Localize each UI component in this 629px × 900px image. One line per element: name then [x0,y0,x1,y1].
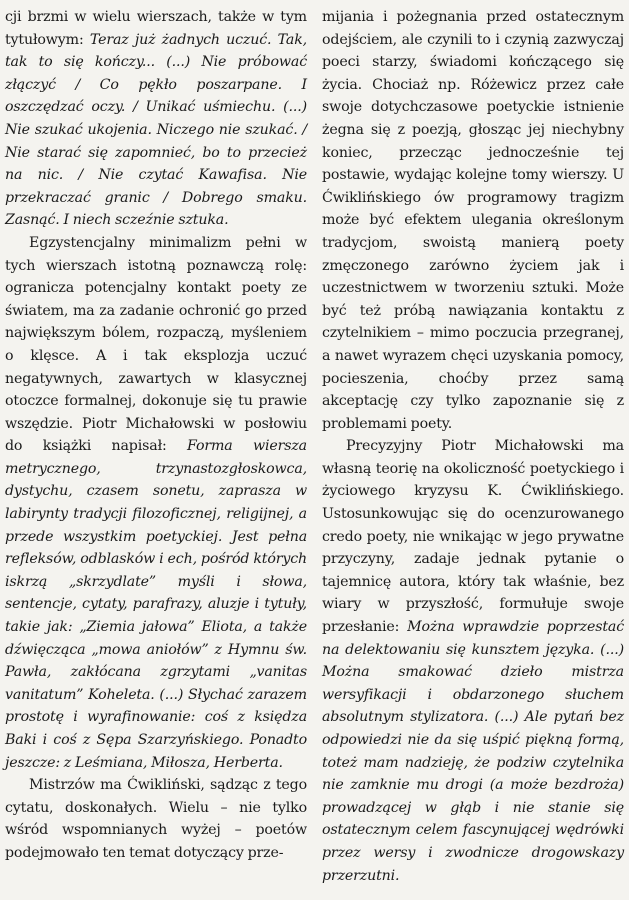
paragraph [322,6,624,435]
text-run: Precyzyjny Piotr Michałowski ma własną teorię na okoliczność poetyckiego i życiowego kryzysu K. Ćwiklińskiego. Ustosunkowując się do ocenzurowanego credo poety, nie wnikając w jego prywatne przyczyny, zadaje jednak pytanie o tajemnicę autora, który tak właśnie, bez wiary w przyszłość, formułuje swoje przesłanie: [322,438,624,636]
paragraph [5,6,307,232]
paragraph [322,435,624,887]
left-column [5,6,307,900]
quote-run: Forma wiersza metrycznego, trzynastozgłoskowca, dystychu, czasem sonetu, zaprasza w labirynty tradycji filozoficznej, religijnej, a przede wszystkim poetyckiej. Jest pełna refleksów, odblasków i ech, pośród których iskrzą „skrzydlate” myśli i słowa, sentencje, cytaty, parafrazy, aluzje i tytuły, takie jak: „Ziemia jałowa” Eliota, a także dźwięcząca „mowa aniołów” z Hymnu św. Pawła, zakłócana zgrzytami „vanitas vanitatum” Koheleta. (...) Słychać zarazem prostotę i wyrafinowanie: coś z księdza Baki i coś z Sępa Szarzyńskiego. Ponadto jeszcze: z Leśmiana, Miłosza, Herberta. [5,438,307,771]
quote-run: Można wprawdzie poprzestać na delektowaniu się kunsztem języka. (...) Można smakować dzieło mistrza wersyfikacji i obdarzonego słuchem absolutnym stylizatora. (...) Ale pytań bez odpowiedzi nie da się uśpić piękną formą, toteż mam nadzieję, że podziw czytelnika nie zamknie mu drogi (a może bezdroża) prowadzącej w głąb i nie stanie się ostatecznym celem fascynującej wędrówki przez wersy i zwodnicze drogowskazy przerzutni. [322,619,625,884]
paragraph [5,774,307,864]
paragraph [5,232,307,774]
text-run: Egzystencjalny minimalizm pełni w tych wierszach istotną poznawczą rolę: ogranicza potencjalny kontakt poety ze światem, ma za zadanie ochronić go przed największym bólem, rozpaczą, myśleniem o klęsce. A i tak eksplozja uczuć negatywnych, zawartych w klasycznej otoczce formalnej, dokonuje się tu prawie wszędzie. Piotr Michałowski w posłowiu do książki napisał: [5,234,307,455]
text-run: cji brzmi w wielu wierszach, także w tym tytułowym: [5,9,307,48]
quote-run: Teraz już żadnych uczuć. Tak, tak to się kończy... (...) Nie próbować złączyć / Co pękło poszarpane. I oszczędzać oczy. / Unikać uśmiechu. (...) Nie szukać ukojenia. Niczego nie szukać. / Nie starać się zapomnieć, bo to przecież na nic. / Nie czytać Kawafisa. Nie przekraczać granic / Dobrego smaku. Zasnąć. I niech sczeźnie sztuka. [5,31,307,229]
text-run: Mistrzów ma Ćwikliński, sądząc z tego cytatu, doskonałych. Wielu – nie tylko wśród wspomnianych wyżej – poetów podejmowało ten temat dotyczący prze- [5,777,307,861]
right-column [322,6,624,900]
text-run: mijania i pożegnania przed ostatecznym odejściem, ale czynili to i czynią zazwyczaj poeci starzy, świadomi kończącego się życia. Chociaż np. Różewicz przez całe swoje dotychczasowe poetyckie istnienie żegna się z poezją, głosząc jej niechybny koniec, przecząc jednocześnie tej postawie, wydając kolejne tomy wierszy. U Ćwiklińskiego ów programowy tragizm może być efektem ulegania określonym tradycjom, swoistą manierą poety zmęczonego zarówno życiem jak i uczestnictwem w tworzeniu sztuki. Może być też próbą nawiązania kontaktu z czytelnikiem – mimo poczucia przegranej, a nawet wyrazem chęci uzyskania pomocy, pocieszenia, choćby przez samą akceptację czy tylko zapoznanie się z problemami poety. [322,9,624,432]
